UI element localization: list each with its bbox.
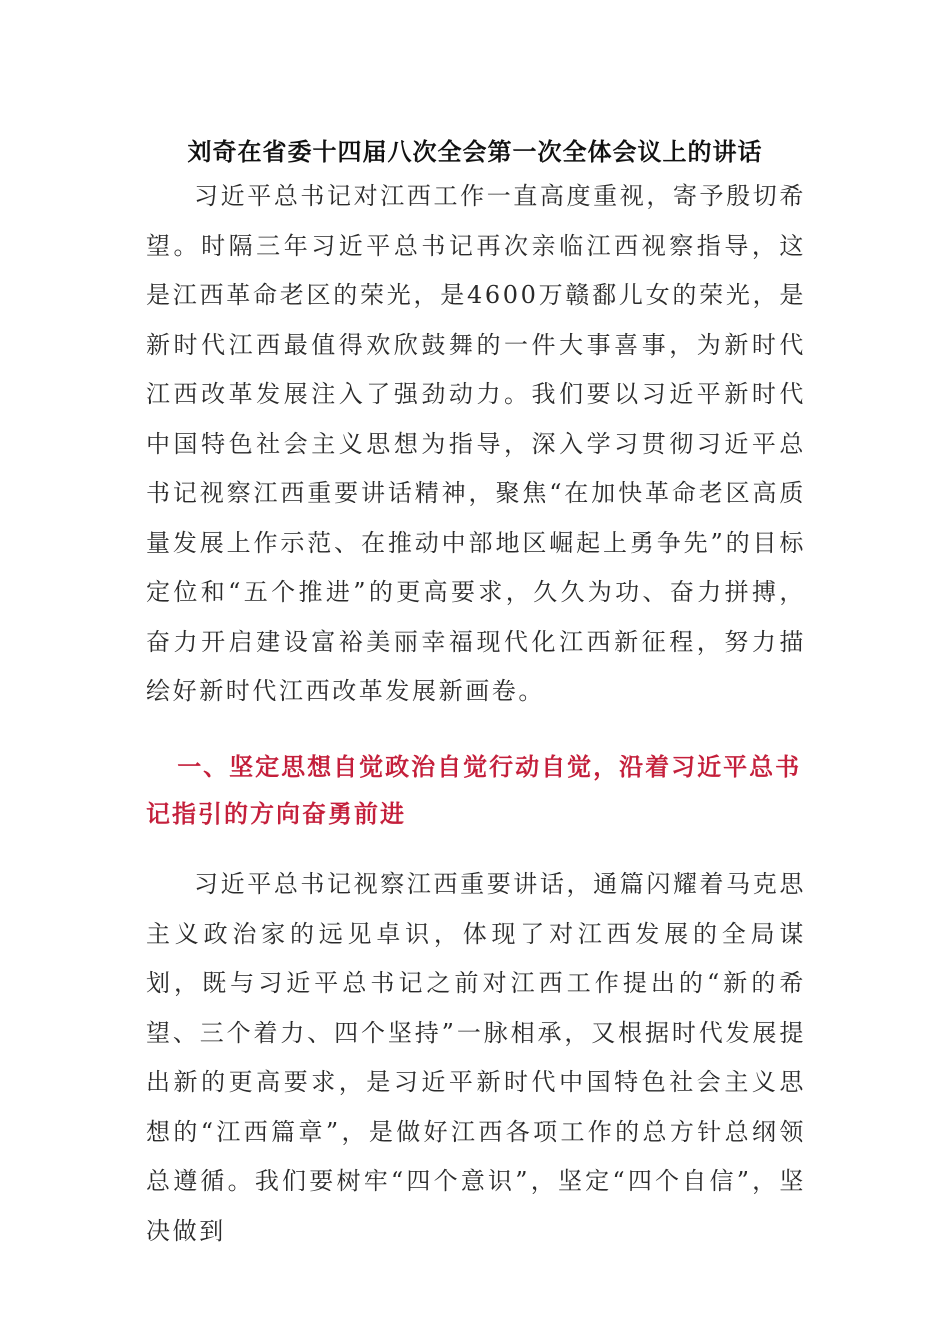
body-paragraph-section-1: 习近平总书记视察江西重要讲话，通篇闪耀着马克思主义政治家的远见卓识，体现了对江西发展的全局谋划，既与习近平总书记之前对江西工作提出的“新的希望、三个着力、四个坚持”一脉相承，又根据时代发展提出新的更高要求，是习近平新时代中国特色社会主义思想的“江西篇章”，是做好江西各项工作的总方针总纲领总遵循。我们要树牢“四个意识”，坚定“四个自信”，坚决做到 (146, 870, 806, 1245)
body-paragraph-intro: 习近平总书记对江西工作一直高度重视，寄予殷切希望。时隔三年习近平总书记再次亲临江西视察指导，这是江西革命老区的荣光，是4600万赣鄱儿女的荣光，是新时代江西最值得欢欣鼓舞的一件大事喜事，为新时代江西改革发展注入了强劲动力。我们要以习近平新时代中国特色社会主义思想为指导，深入学习贯彻习近平总书记视察江西重要讲话精神，聚焦“在加快革命老区高质量发展上作示范、在推动中部地区崛起上勇争先”的目标定位和“五个推进”的更高要求，久久为功、奋力拼搏，奋力开启建设富裕美丽幸福现代化江西新征程，努力描绘好新时代江西改革发展新画卷。 (146, 182, 806, 705)
section-heading-1: 一、坚定思想自觉政治自觉行动自觉，沿着习近平总书记指引的方向奋勇前进 (146, 753, 802, 828)
document-title: 刘奇在省委十四届八次全会第一次全体会议上的讲话 (187, 138, 763, 166)
